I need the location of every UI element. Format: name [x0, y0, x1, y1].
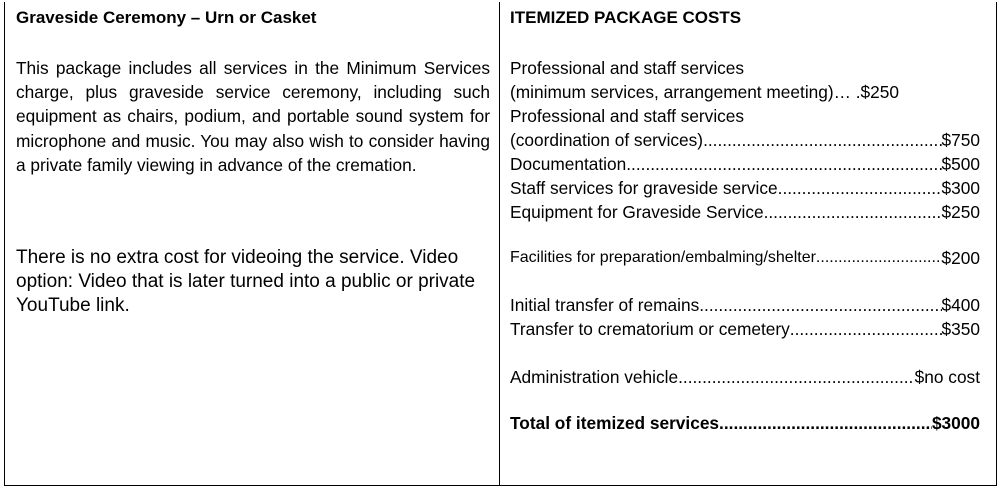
- cost-item: [510, 317, 980, 341]
- total-amount: $3000: [931, 413, 980, 433]
- cost-item-label: Administration vehicle: [510, 367, 679, 387]
- cost-item-label: Initial transfer of remains: [510, 295, 700, 315]
- cost-item: [510, 80, 980, 104]
- cost-item-label: Equipment for Graveside Service: [510, 202, 764, 222]
- cost-item-label: Facilities for preparation/embalming/shelter: [510, 249, 816, 266]
- cost-item: [510, 152, 980, 176]
- cost-item: [510, 200, 980, 224]
- total-label: Total of itemized services: [510, 413, 720, 433]
- dot-leader: [719, 411, 932, 435]
- dot-leader: [626, 152, 941, 176]
- total-row: [510, 411, 980, 435]
- cost-item-amount: $750: [941, 130, 980, 150]
- cost-item-amount: $250: [941, 202, 980, 222]
- dot-leader: [778, 176, 942, 200]
- table-border-left: [4, 2, 5, 485]
- dot-leader: [703, 128, 941, 152]
- dot-leader: [790, 317, 942, 341]
- cost-item-label: Documentation: [510, 154, 627, 174]
- package-description: This package includes all services in the Minimum Services charge, plus graveside service ceremony, including such equipment as chairs, podium, and portable sound system for microphone and music. You may also wish to consider having a private family viewing in advance of the cremation.: [16, 58, 490, 175]
- cost-item-line: Professional and staff services: [510, 58, 745, 78]
- cost-item-amount: $300: [941, 178, 980, 198]
- cost-item-label: (minimum services, arrangement meeting)… .: [510, 82, 861, 102]
- price-table: [4, 2, 997, 486]
- dot-leader: [764, 200, 942, 224]
- table-divider: [499, 2, 500, 485]
- cost-item-amount: $200: [941, 248, 980, 268]
- cost-item-amount: $400: [941, 295, 980, 315]
- cost-item: [510, 176, 980, 200]
- cost-item-line: Professional and staff services: [510, 106, 745, 126]
- package-title: Graveside Ceremony – Urn or Casket: [16, 8, 317, 27]
- itemized-costs-title: ITEMIZED PACKAGE COSTS: [510, 8, 742, 27]
- cost-item: [510, 246, 980, 270]
- video-note: There is no extra cost for videoing the service. Video option: Video that is later turned into a public or private YouTube link.: [16, 247, 476, 316]
- dot-leader: [678, 365, 915, 389]
- cost-item-amount: $350: [941, 319, 980, 339]
- cost-item-label: Transfer to crematorium or cemetery: [510, 319, 790, 339]
- table-border-right: [996, 2, 997, 485]
- dot-leader: [816, 246, 942, 270]
- cost-item: [510, 128, 980, 152]
- dot-leader: [699, 293, 941, 317]
- cost-item: [510, 365, 980, 389]
- cost-item-label: Staff services for graveside service: [510, 178, 778, 198]
- cost-item-label: (coordination of services): [510, 130, 704, 150]
- cost-item: [510, 293, 980, 317]
- cost-item-amount: $250: [860, 82, 899, 102]
- cost-item-amount: $500: [941, 154, 980, 174]
- cost-item-amount: $no cost: [914, 367, 980, 387]
